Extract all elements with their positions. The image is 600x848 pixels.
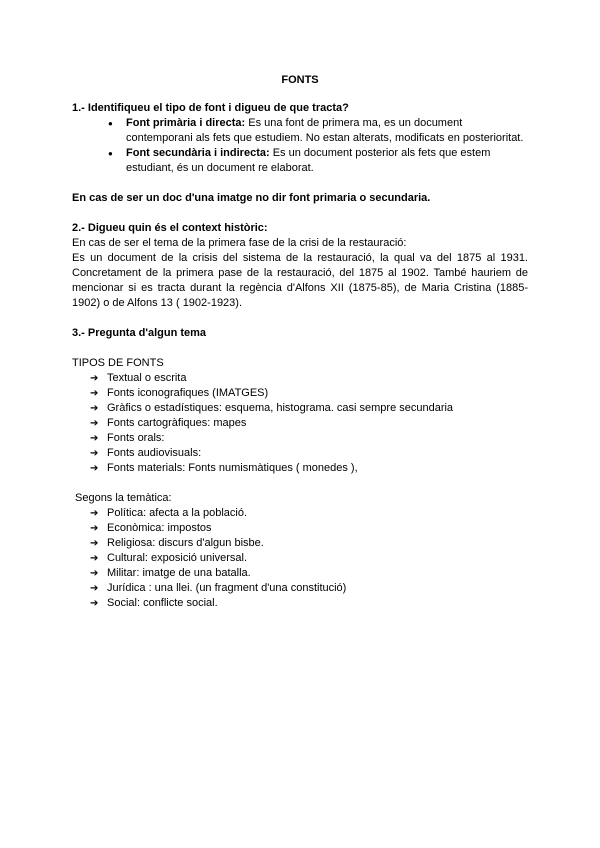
primary-source-term: Font primària i directa: bbox=[126, 117, 246, 129]
page-title: FONTS bbox=[281, 74, 319, 86]
list-item: ➔ Fonts orals: bbox=[90, 431, 528, 446]
secondary-source-definition: Es un document posterior als fets que estem estudiant, és un document re elaborat. bbox=[126, 147, 491, 174]
list-item bbox=[108, 116, 528, 146]
context-paragraph: Es un document de la crisis del sistema de la restauració, la qual va del 1875 al 1931. Concretament de la primera pase de la restauració, del 1875 al 1902. També hauriem de mencionar si es tracta durant la regència d'Alfons XII (1875-85), de Maria Cristina (1885-1902) o de Alfons 13 ( 1902-1923). bbox=[72, 252, 528, 309]
image-source-note: En cas de ser un doc d'una imatge no dir font primaria o secundaria. bbox=[72, 192, 431, 204]
list-item: ➔ Cultural: exposició universal. bbox=[90, 551, 528, 566]
list-item: ➔ Jurídica : una llei. (un fragment d'una constitució) bbox=[90, 581, 528, 596]
primary-source-definition: Es una font de primera ma, es un document contemporani als fets que estudiem. No estan alterats, modificats en posterioritat. bbox=[126, 117, 524, 144]
secondary-source-term: Font secundària i indirecta: bbox=[126, 147, 270, 159]
list-item: ➔ Fonts iconografiques (IMATGES) bbox=[90, 386, 528, 401]
list-item: ➔ Econòmica: impostos bbox=[90, 521, 528, 536]
source-types-label: TIPOS DE FONTS bbox=[72, 357, 164, 369]
question-1-heading: 1.- Identifiqueu el tipo de font i digueu de que tracta? bbox=[72, 102, 349, 114]
list-item: ➔ Textual o escrita bbox=[90, 371, 528, 386]
list-item: ➔ Religiosa: discurs d'algun bisbe. bbox=[90, 536, 528, 551]
thematic-list bbox=[72, 506, 528, 611]
source-types-list bbox=[72, 371, 528, 476]
list-item bbox=[108, 146, 528, 176]
question-2-heading: 2.- Digueu quin és el context històric: bbox=[72, 222, 268, 234]
list-item: ➔ Política: afecta a la població. bbox=[90, 506, 528, 521]
source-type-list bbox=[72, 116, 528, 176]
context-intro-line: En cas de ser el tema de la primera fase de la crisi de la restauració: bbox=[72, 237, 407, 249]
thematic-label: Segons la temàtica: bbox=[75, 492, 172, 504]
list-item: ➔ Fonts audiovisuals: bbox=[90, 446, 528, 461]
list-item: ➔ Militar: imatge de una batalla. bbox=[90, 566, 528, 581]
list-item: ➔ Gràfics o estadístiques: esquema, histograma. casi sempre secundaria bbox=[90, 401, 528, 416]
list-item: ➔ Fonts materials: Fonts numismàtiques ( monedes ), bbox=[90, 461, 528, 476]
question-3-heading: 3.- Pregunta d'algun tema bbox=[72, 327, 207, 339]
list-item: ➔ Social: conflicte social. bbox=[90, 596, 528, 611]
list-item: ➔ Fonts cartogràfiques: mapes bbox=[90, 416, 528, 431]
